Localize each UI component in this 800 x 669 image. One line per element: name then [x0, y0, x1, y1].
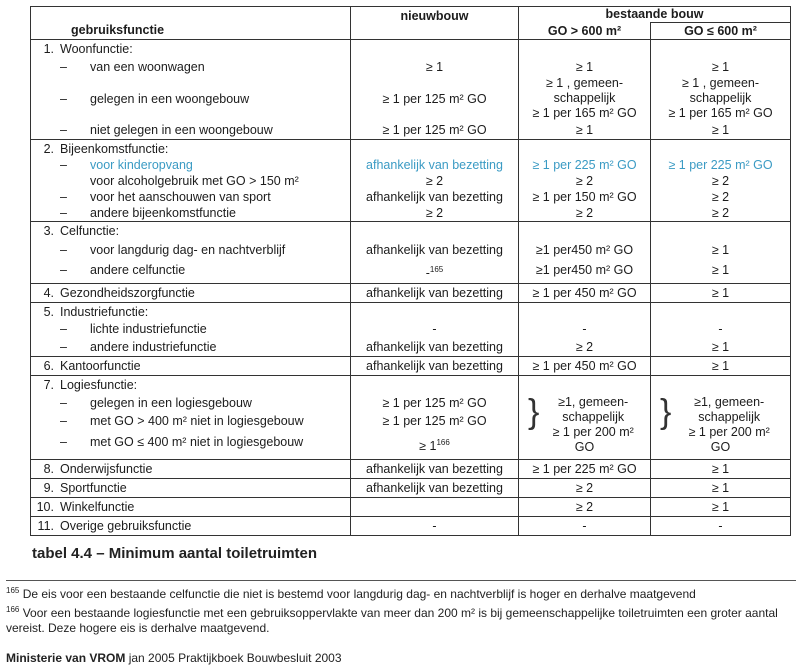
- table-row: – voor langdurig dag- en nachtverblijf afhankelijk van bezetting ≥1 per450 m² GO ≥ 1: [31, 240, 791, 260]
- footnote-text: De eis voor een bestaande celfunctie die niet is bestemd voor langdurig dag- en nachtverblijf is hoger en derhalve maatgevend: [22, 587, 696, 601]
- cell-nieuwbouw: afhankelijk van bezetting: [351, 338, 519, 357]
- cell-go-le-600: ≥ 1: [651, 357, 791, 376]
- cell-nieuwbouw: afhankelijk van bezetting: [351, 357, 519, 376]
- row-label: met GO ≤ 400 m² niet in logiesgebouw: [90, 435, 304, 450]
- cell-go-gt-600: ≥ 1 , gemeen- schappelijk ≥ 1 per 165 m² GO: [519, 76, 651, 121]
- row-label: gelegen in een woongebouw: [90, 91, 250, 106]
- row-label: Winkelfunctie: [60, 500, 135, 515]
- cell-nieuwbouw: afhankelijk van bezetting: [351, 240, 519, 260]
- cell-go-gt-600: ≥ 1 per 225 m² GO: [519, 460, 651, 479]
- cell-go-gt-600: -: [519, 517, 651, 536]
- cell-nieuwbouw: ≥ 1: [351, 58, 519, 76]
- cell-nieuwbouw: ≥ $1^{166}$: [351, 430, 519, 460]
- table-row: [31, 460, 791, 479]
- cell-nieuwbouw: afhankelijk van bezetting: [351, 158, 519, 173]
- table-row: [31, 222, 791, 241]
- toilet-requirements-table: [30, 6, 791, 536]
- row-label: Industriefunctie:: [60, 305, 149, 320]
- page-footer: [6, 651, 342, 665]
- table-row: – gelegen in een logiesgebouw ≥ 1 per 125 m² GO: [31, 394, 791, 412]
- table-row: [31, 173, 791, 189]
- row-label: voor langdurig dag- en nachtverblijf: [90, 243, 286, 257]
- cell-go-le-600: ≥ 1: [651, 121, 791, 140]
- row-label: Sportfunctie: [60, 481, 127, 496]
- footnote-ref: 166: [436, 438, 450, 448]
- table-row: [31, 303, 791, 322]
- row-label: met GO > 400 m² niet in logiesgebouw: [90, 414, 304, 429]
- cell-nieuwbouw: ≥ 1 per 125 m² GO: [351, 121, 519, 140]
- table-row: – lichte industriefunctie - - -: [31, 321, 791, 338]
- row-label: lichte industriefunctie: [90, 322, 207, 337]
- cell-nieuwbouw: -: [351, 321, 519, 338]
- cell-nieuwbouw: afhankelijk van bezetting: [351, 479, 519, 498]
- cell-go-gt-600: -: [519, 321, 651, 338]
- header-go-le-600: GO ≤ 600 m²: [651, 23, 791, 40]
- footnotes: [6, 580, 796, 636]
- header-go-gt-600: GO > 600 m²: [519, 23, 651, 40]
- row-label: Logiesfunctie:: [60, 378, 138, 393]
- cell-go-gt-600: ≥ 1 per 450 m² GO: [519, 357, 651, 376]
- footnote: [6, 602, 796, 636]
- cell-go-le-600: ≥ 1: [651, 58, 791, 76]
- table-row: – met GO ≤ 400 m² niet in logiesgebouw ≥ $1^{166}$: [31, 430, 791, 460]
- row-number: 6.: [43, 359, 54, 374]
- row-label: Gezondheidszorgfunctie: [60, 286, 195, 301]
- header-bestaande-bouw: bestaande bouw: [519, 7, 791, 23]
- row-number: 4.: [43, 286, 54, 301]
- cell-go-le-600: ≥ 1: [651, 260, 791, 284]
- row-number: 8.: [43, 462, 54, 477]
- table-row: [31, 40, 791, 59]
- cell-go-gt-600-logies: } ≥1, gemeen- schappelijk ≥ 1 per 200 m² GO: [519, 376, 651, 460]
- row-label: Overige gebruiksfunctie: [60, 519, 192, 534]
- footnote: [6, 583, 796, 602]
- cell-go-le-600: ≥ 1: [651, 284, 791, 303]
- cell-go-le-600: ≥ 1: [651, 479, 791, 498]
- table-row: – niet gelegen in een woongebouw ≥ 1 per 125 m² GO ≥ 1 ≥ 1: [31, 121, 791, 140]
- footer-source: jan 2005 Praktijkboek Bouwbesluit 2003: [125, 651, 342, 665]
- cell-go-le-600: ≥ 1: [651, 338, 791, 357]
- cell-go-le-600: ≥ 1: [651, 498, 791, 517]
- cell-nieuwbouw: ≥ 1 per 125 m² GO: [351, 412, 519, 430]
- cell-nieuwbouw: ≥ 1 per 125 m² GO: [351, 394, 519, 412]
- row-number: 3.: [43, 224, 54, 238]
- table-row: [31, 140, 791, 159]
- row-number: 7.: [43, 378, 54, 393]
- cell-nieuwbouw: ≥ 2: [351, 173, 519, 189]
- cell-go-le-600-logies: } ≥1, gemeen- schappelijk ≥ 1 per 200 m² GO: [651, 376, 791, 460]
- cell-go-le-600: ≥ 2: [651, 189, 791, 205]
- table-row: [31, 479, 791, 498]
- row-label: voor kinderopvang: [90, 158, 193, 172]
- table-row: – andere celfunctie -$^{165}$ ≥1 per450 m² GO ≥ 1: [31, 260, 791, 284]
- footer-publisher: Ministerie van VROM: [6, 651, 126, 665]
- footnote-text: Voor een bestaande logiesfunctie met een gebruiksoppervlakte van meer dan 200 m² is bij gemeenschappelijke toiletruimten een groter aantal vereist. Deze hogere eis is derhalve maatgevend.: [6, 606, 778, 635]
- brace-icon: }: [528, 392, 540, 431]
- cell-go-le-600: ≥ 1 per 225 m² GO: [651, 158, 791, 173]
- cell-go-le-600: ≥ 1 , gemeen- schappelijk ≥ 1 per 165 m² GO: [651, 76, 791, 121]
- row-label: Kantoorfunctie: [60, 359, 141, 374]
- cell-nieuwbouw: ≥ 2: [351, 205, 519, 222]
- cell-go-gt-600: ≥1 per450 m² GO: [519, 260, 651, 284]
- cell-go-gt-600: ≥1 per450 m² GO: [519, 240, 651, 260]
- footnote-ref: 165: [429, 265, 444, 274]
- cell-nieuwbouw: afhankelijk van bezetting: [351, 460, 519, 479]
- cell-go-le-600: ≥ 1: [651, 460, 791, 479]
- cell-nieuwbouw: afhankelijk van bezetting: [351, 189, 519, 205]
- table-row: [31, 498, 791, 517]
- row-label: Celfunctie:: [60, 224, 120, 238]
- footnote-number: 166: [6, 605, 20, 614]
- cell-go-gt-600: ≥ 2: [519, 173, 651, 189]
- cell-go-gt-600: ≥ 2: [519, 338, 651, 357]
- row-label: andere industriefunctie: [90, 340, 217, 355]
- header-nieuwbouw: nieuwbouw: [351, 7, 519, 40]
- cell-go-le-600: ≥ 1: [651, 240, 791, 260]
- table-row: [31, 284, 791, 303]
- cell-go-le-600: ≥ 2: [651, 205, 791, 222]
- table-row: [31, 357, 791, 376]
- table-row: – andere bijeenkomstfunctie ≥ 2 ≥ 2 ≥ 2: [31, 205, 791, 222]
- header-gebruiksfunctie: gebruiksfunctie: [31, 7, 351, 40]
- row-label: Woonfunctie:: [60, 42, 133, 56]
- row-label: voor het aanschouwen van sport: [90, 190, 271, 204]
- row-number: 11.: [37, 519, 54, 534]
- row-number: 9.: [43, 481, 54, 496]
- row-number: 5.: [43, 305, 54, 320]
- cell-go-le-600: -: [651, 321, 791, 338]
- table-row: – met GO > 400 m² niet in logiesgebouw ≥ 1 per 125 m² GO: [31, 412, 791, 430]
- row-label: andere bijeenkomstfunctie: [90, 206, 236, 220]
- row-label: van een woonwagen: [90, 60, 205, 74]
- row-label: andere celfunctie: [90, 263, 186, 277]
- cell-nieuwbouw: afhankelijk van bezetting: [351, 284, 519, 303]
- row-label: Bijeenkomstfunctie:: [60, 142, 169, 156]
- cell-go-gt-600: ≥ 1: [519, 121, 651, 140]
- table-caption: tabel 4.4 – Minimum aantal toiletruimten: [32, 545, 318, 562]
- row-label: gelegen in een logiesgebouw: [90, 396, 252, 411]
- cell-go-gt-600: ≥ 2: [519, 205, 651, 222]
- cell-nieuwbouw: -$^{165}$: [351, 260, 519, 284]
- cell-nieuwbouw: ≥ 1 per 125 m² GO: [351, 76, 519, 121]
- table-row: – voor kinderopvang afhankelijk van bezetting ≥ 1 per 225 m² GO ≥ 1 per 225 m² GO: [31, 158, 791, 173]
- cell-go-gt-600: ≥ 2: [519, 498, 651, 517]
- table-row: – voor het aanschouwen van sport afhankelijk van bezetting ≥ 1 per 150 m² GO ≥ 2: [31, 189, 791, 205]
- cell-go-gt-600: ≥ 2: [519, 479, 651, 498]
- row-label: Onderwijsfunctie: [60, 462, 153, 477]
- cell-go-gt-600: ≥ 1 per 450 m² GO: [519, 284, 651, 303]
- row-label: niet gelegen in een woongebouw: [90, 123, 273, 137]
- cell-go-gt-600: ≥ 1 per 150 m² GO: [519, 189, 651, 205]
- brace-icon: }: [660, 392, 672, 431]
- row-label: voor alcoholgebruik met GO > 150 m²: [90, 174, 299, 188]
- cell-nieuwbouw: -: [351, 517, 519, 536]
- table-row: [31, 376, 791, 395]
- cell-nieuwbouw: [351, 498, 519, 517]
- cell-go-le-600: ≥ 2: [651, 173, 791, 189]
- footnote-number: 165: [6, 586, 20, 595]
- table-row: – van een woonwagen ≥ 1 ≥ 1 ≥ 1: [31, 58, 791, 76]
- cell-go-gt-600: ≥ 1 per 225 m² GO: [519, 158, 651, 173]
- cell-go-le-600: -: [651, 517, 791, 536]
- table-row: – andere industriefunctie afhankelijk van bezetting ≥ 2 ≥ 1: [31, 338, 791, 357]
- cell-go-gt-600: ≥ 1: [519, 58, 651, 76]
- table-row: [31, 517, 791, 536]
- table-row: – gelegen in een woongebouw ≥ 1 per 125 m² GO ≥ 1 , gemeen- schappelijk ≥ 1 per 165 m² GO ≥ 1 , gemeen- schappelijk ≥ 1 per 165 m² GO: [31, 76, 791, 121]
- row-number: 10.: [36, 500, 54, 515]
- row-number: 2.: [43, 142, 54, 156]
- row-number: 1.: [43, 42, 54, 56]
